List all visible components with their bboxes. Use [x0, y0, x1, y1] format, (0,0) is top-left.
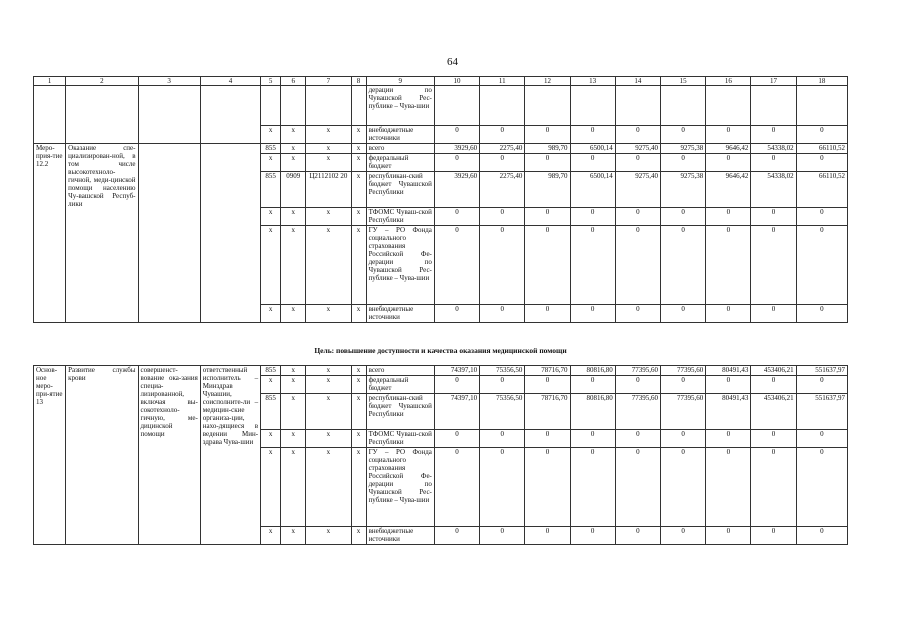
value-cell: 0 [480, 126, 525, 144]
value-cell: 453406,21 [751, 366, 796, 376]
table-cell: x [306, 126, 351, 144]
value-cell: 0 [706, 430, 751, 448]
page-number: 64 [447, 56, 458, 68]
value-cell: 0 [615, 448, 660, 527]
funding-source: ТФОМС Чуваш-ской Республики [366, 208, 434, 226]
table-cell: x [351, 126, 366, 144]
table-cell: x [306, 154, 351, 172]
value-cell: 6500,14 [570, 172, 615, 208]
funding-source: ГУ – РО Фонда социального страхования Российской Фе-дерации по Чувашской Рес-публике – Чува-шии [366, 448, 434, 527]
table-cell: x [351, 144, 366, 154]
table-cell: x [281, 366, 306, 376]
value-cell: 2275,40 [480, 144, 525, 154]
value-cell: 0 [434, 527, 479, 545]
value-cell: 989,70 [525, 172, 570, 208]
value-cell: 0 [796, 154, 847, 172]
value-cell: 54338,02 [751, 172, 796, 208]
table-cell: x [306, 226, 351, 305]
header-cell: 12 [525, 77, 570, 86]
value-cell: 78716,70 [525, 394, 570, 430]
value-cell [660, 86, 705, 126]
table-cell: x [351, 226, 366, 305]
value-cell: 0 [570, 208, 615, 226]
value-cell: 0 [796, 226, 847, 305]
value-cell: 0 [706, 448, 751, 527]
value-cell: 0 [706, 126, 751, 144]
value-cell: 0 [751, 226, 796, 305]
value-cell: 0 [525, 305, 570, 323]
header-cell: 7 [306, 77, 351, 86]
table-cell: x [351, 366, 366, 376]
value-cell: 0 [570, 448, 615, 527]
table-cell [138, 144, 200, 323]
table-cell: 0909 [281, 172, 306, 208]
value-cell: 0 [525, 154, 570, 172]
value-cell: 0 [706, 154, 751, 172]
table-cell [261, 86, 281, 126]
value-cell: 74397,10 [434, 366, 479, 376]
event-responsible: ответственный исполнитель – Минздрав Чувашии, соисполните-ли – медицин-ские организа-ции, нахо-дящиеся в ведении Мин-здрава Чува-шии [200, 366, 260, 545]
value-cell: 0 [660, 154, 705, 172]
value-cell: 0 [570, 305, 615, 323]
funding-source: внебюджетные источники [366, 305, 434, 323]
header-cell: 9 [366, 77, 434, 86]
value-cell: 0 [751, 154, 796, 172]
value-cell: 0 [706, 305, 751, 323]
header-cell: 10 [434, 77, 479, 86]
value-cell: 0 [480, 226, 525, 305]
table-cell: x [281, 430, 306, 448]
table-cell: x [306, 448, 351, 527]
value-cell: 0 [525, 448, 570, 527]
table-cell: x [261, 208, 281, 226]
table-row [34, 366, 848, 376]
funding-source: республикан-ский бюджет Чувашской Республики [366, 172, 434, 208]
value-cell: 0 [796, 430, 847, 448]
value-cell: 0 [525, 527, 570, 545]
value-cell: 0 [525, 208, 570, 226]
value-cell: 75356,50 [480, 394, 525, 430]
value-cell [480, 86, 525, 126]
table-cell: x [306, 376, 351, 394]
value-cell: 0 [570, 430, 615, 448]
value-cell: 0 [660, 430, 705, 448]
value-cell [796, 86, 847, 126]
value-cell: 0 [751, 448, 796, 527]
table-cell: x [306, 144, 351, 154]
table-cell: x [306, 366, 351, 376]
value-cell: 0 [615, 208, 660, 226]
value-cell: 0 [480, 527, 525, 545]
value-cell: 0 [434, 226, 479, 305]
table-cell: x [306, 305, 351, 323]
value-cell: 3929,60 [434, 172, 479, 208]
value-cell: 0 [751, 430, 796, 448]
value-cell: 0 [434, 376, 479, 394]
value-cell: 0 [660, 226, 705, 305]
funding-source: дерации по Чувашской Рес-публике – Чува-шии [366, 86, 434, 126]
value-cell: 0 [570, 126, 615, 144]
table-cell: 855 [261, 366, 281, 376]
value-cell: 77395,60 [615, 366, 660, 376]
header-cell: 2 [66, 77, 138, 86]
value-cell: 0 [570, 226, 615, 305]
value-cell: 0 [525, 376, 570, 394]
value-cell: 74397,10 [434, 394, 479, 430]
value-cell: 54338,02 [751, 144, 796, 154]
table-cell: 855 [261, 172, 281, 208]
header-cell: 6 [281, 77, 306, 86]
table-cell: x [351, 394, 366, 430]
value-cell: 0 [660, 126, 705, 144]
header-cell: 16 [706, 77, 751, 86]
table-cell [200, 144, 260, 323]
value-cell: 0 [796, 376, 847, 394]
table-cell: x [351, 527, 366, 545]
value-cell: 0 [480, 154, 525, 172]
value-cell: 0 [796, 208, 847, 226]
value-cell: 989,70 [525, 144, 570, 154]
event-number: Основ-ное меро-при-ятие 13 [34, 366, 66, 545]
value-cell: 0 [660, 448, 705, 527]
budget-table-upper [33, 76, 848, 323]
table-cell: x [261, 226, 281, 305]
value-cell: 0 [480, 376, 525, 394]
value-cell: 9646,42 [706, 172, 751, 208]
value-cell: 80491,43 [706, 366, 751, 376]
value-cell: 0 [751, 208, 796, 226]
funding-source: внебюджетные источники [366, 126, 434, 144]
header-cell: 17 [751, 77, 796, 86]
value-cell [706, 86, 751, 126]
table-cell: x [306, 430, 351, 448]
funding-source: федеральный бюджет [366, 154, 434, 172]
table-cell: x [351, 305, 366, 323]
value-cell: 66110,52 [796, 172, 847, 208]
budget-table-lower [33, 365, 848, 545]
value-cell: 77395,60 [615, 394, 660, 430]
value-cell: 0 [480, 448, 525, 527]
value-cell: 0 [525, 226, 570, 305]
value-cell: 551637,97 [796, 394, 847, 430]
table-cell: x [261, 448, 281, 527]
table-cell: x [261, 430, 281, 448]
value-cell: 0 [706, 376, 751, 394]
table-cell: x [351, 376, 366, 394]
value-cell: 0 [615, 154, 660, 172]
value-cell: 0 [751, 527, 796, 545]
value-cell: 0 [525, 430, 570, 448]
table-row [34, 86, 848, 126]
table-cell: x [261, 527, 281, 545]
value-cell: 0 [796, 126, 847, 144]
table-cell [66, 86, 138, 144]
value-cell [434, 86, 479, 126]
value-cell: 9275,38 [660, 172, 705, 208]
table-row [34, 144, 848, 154]
value-cell: 453406,21 [751, 394, 796, 430]
value-cell: 9646,42 [706, 144, 751, 154]
table-cell [281, 86, 306, 126]
header-cell: 18 [796, 77, 847, 86]
value-cell: 0 [615, 527, 660, 545]
table-cell: x [281, 126, 306, 144]
header-cell: 13 [570, 77, 615, 86]
table-cell: x [281, 208, 306, 226]
table-cell: x [351, 172, 366, 208]
table-cell: x [281, 394, 306, 430]
value-cell: 0 [751, 126, 796, 144]
table-cell [351, 86, 366, 126]
value-cell: 0 [615, 126, 660, 144]
value-cell: 0 [434, 448, 479, 527]
value-cell: 0 [570, 527, 615, 545]
value-cell: 0 [615, 226, 660, 305]
table-cell [200, 86, 260, 144]
table-cell: Ц2112102 20 [306, 172, 351, 208]
value-cell: 0 [660, 208, 705, 226]
header-row [34, 77, 848, 86]
table-cell: x [261, 154, 281, 172]
value-cell [751, 86, 796, 126]
table-cell: x [281, 305, 306, 323]
funding-source: внебюджетные источники [366, 527, 434, 545]
value-cell: 0 [706, 226, 751, 305]
header-cell: 15 [660, 77, 705, 86]
table-cell: x [261, 376, 281, 394]
table-cell: x [281, 144, 306, 154]
table-cell [34, 86, 66, 144]
table-cell [138, 86, 200, 144]
header-cell: 5 [261, 77, 281, 86]
value-cell: 0 [434, 430, 479, 448]
value-cell: 80816,80 [570, 394, 615, 430]
value-cell: 0 [434, 305, 479, 323]
value-cell: 80816,80 [570, 366, 615, 376]
table-cell: x [281, 154, 306, 172]
value-cell [615, 86, 660, 126]
value-cell: 75356,50 [480, 366, 525, 376]
value-cell: 0 [660, 527, 705, 545]
value-cell: 0 [660, 376, 705, 394]
value-cell: 0 [615, 305, 660, 323]
funding-source: федеральный бюджет [366, 376, 434, 394]
funding-source: ГУ – РО Фонда социального страхования Российской Фе-дерации по Чувашской Рес-публике – Чува-шии [366, 226, 434, 305]
value-cell: 0 [796, 448, 847, 527]
value-cell: 0 [751, 376, 796, 394]
table-cell: x [306, 208, 351, 226]
table-cell [306, 86, 351, 126]
table-cell: x [306, 394, 351, 430]
table-cell: x [351, 154, 366, 172]
value-cell: 0 [480, 430, 525, 448]
value-cell: 0 [796, 305, 847, 323]
value-cell: 0 [434, 208, 479, 226]
table-cell: x [261, 126, 281, 144]
funding-source: республикан-ский бюджет Чувашской Республики [366, 394, 434, 430]
table-cell: x [281, 527, 306, 545]
header-cell: 11 [480, 77, 525, 86]
value-cell: 77395,60 [660, 394, 705, 430]
header-cell: 14 [615, 77, 660, 86]
value-cell [570, 86, 615, 126]
value-cell: 0 [480, 305, 525, 323]
table-cell: x [281, 448, 306, 527]
value-cell: 9275,38 [660, 144, 705, 154]
value-cell: 2275,40 [480, 172, 525, 208]
value-cell: 78716,70 [525, 366, 570, 376]
value-cell: 0 [615, 430, 660, 448]
value-cell: 0 [706, 527, 751, 545]
value-cell: 0 [434, 154, 479, 172]
value-cell: 0 [525, 126, 570, 144]
table-cell: x [351, 430, 366, 448]
value-cell: 6500,14 [570, 144, 615, 154]
table-cell: x [351, 448, 366, 527]
value-cell: 3929,60 [434, 144, 479, 154]
table-cell: 855 [261, 144, 281, 154]
value-cell: 66110,52 [796, 144, 847, 154]
event-title: Оказание спе-циализирован-ной, в том числе высокотехноло-гичной, меди-цинской помощи населению Чу-вашской Респуб-лики [66, 144, 138, 323]
funding-source: всего [366, 144, 434, 154]
event-title: Развитие службы крови [66, 366, 138, 545]
header-cell: 3 [138, 77, 200, 86]
value-cell: 0 [434, 126, 479, 144]
value-cell: 77395,60 [660, 366, 705, 376]
header-cell: 4 [200, 77, 260, 86]
funding-source: ТФОМС Чуваш-ской Республики [366, 430, 434, 448]
table-cell: 855 [261, 394, 281, 430]
value-cell: 9275,40 [615, 144, 660, 154]
value-cell: 0 [480, 208, 525, 226]
table-cell: x [261, 305, 281, 323]
value-cell: 551637,97 [796, 366, 847, 376]
header-cell: 8 [351, 77, 366, 86]
table-cell: x [306, 527, 351, 545]
funding-source: всего [366, 366, 434, 376]
value-cell: 0 [615, 376, 660, 394]
event-task: совершенст-вование ока-зания специа-лизированной, включая вы-сокотехноло-гичную, ме-дицинской помощи [138, 366, 200, 545]
value-cell [525, 86, 570, 126]
value-cell: 0 [706, 208, 751, 226]
header-cell: 1 [34, 77, 66, 86]
value-cell: 0 [570, 376, 615, 394]
table-cell: x [351, 208, 366, 226]
value-cell: 80491,43 [706, 394, 751, 430]
goal-heading: Цель: повышение доступности и качества оказания медицинской помощи [314, 346, 567, 355]
table-cell: x [281, 376, 306, 394]
value-cell: 0 [796, 527, 847, 545]
value-cell: 0 [570, 154, 615, 172]
value-cell: 9275,40 [615, 172, 660, 208]
value-cell: 0 [660, 305, 705, 323]
event-number: Меро-прия-тие 12.2 [34, 144, 66, 323]
table-cell: x [281, 226, 306, 305]
value-cell: 0 [751, 305, 796, 323]
